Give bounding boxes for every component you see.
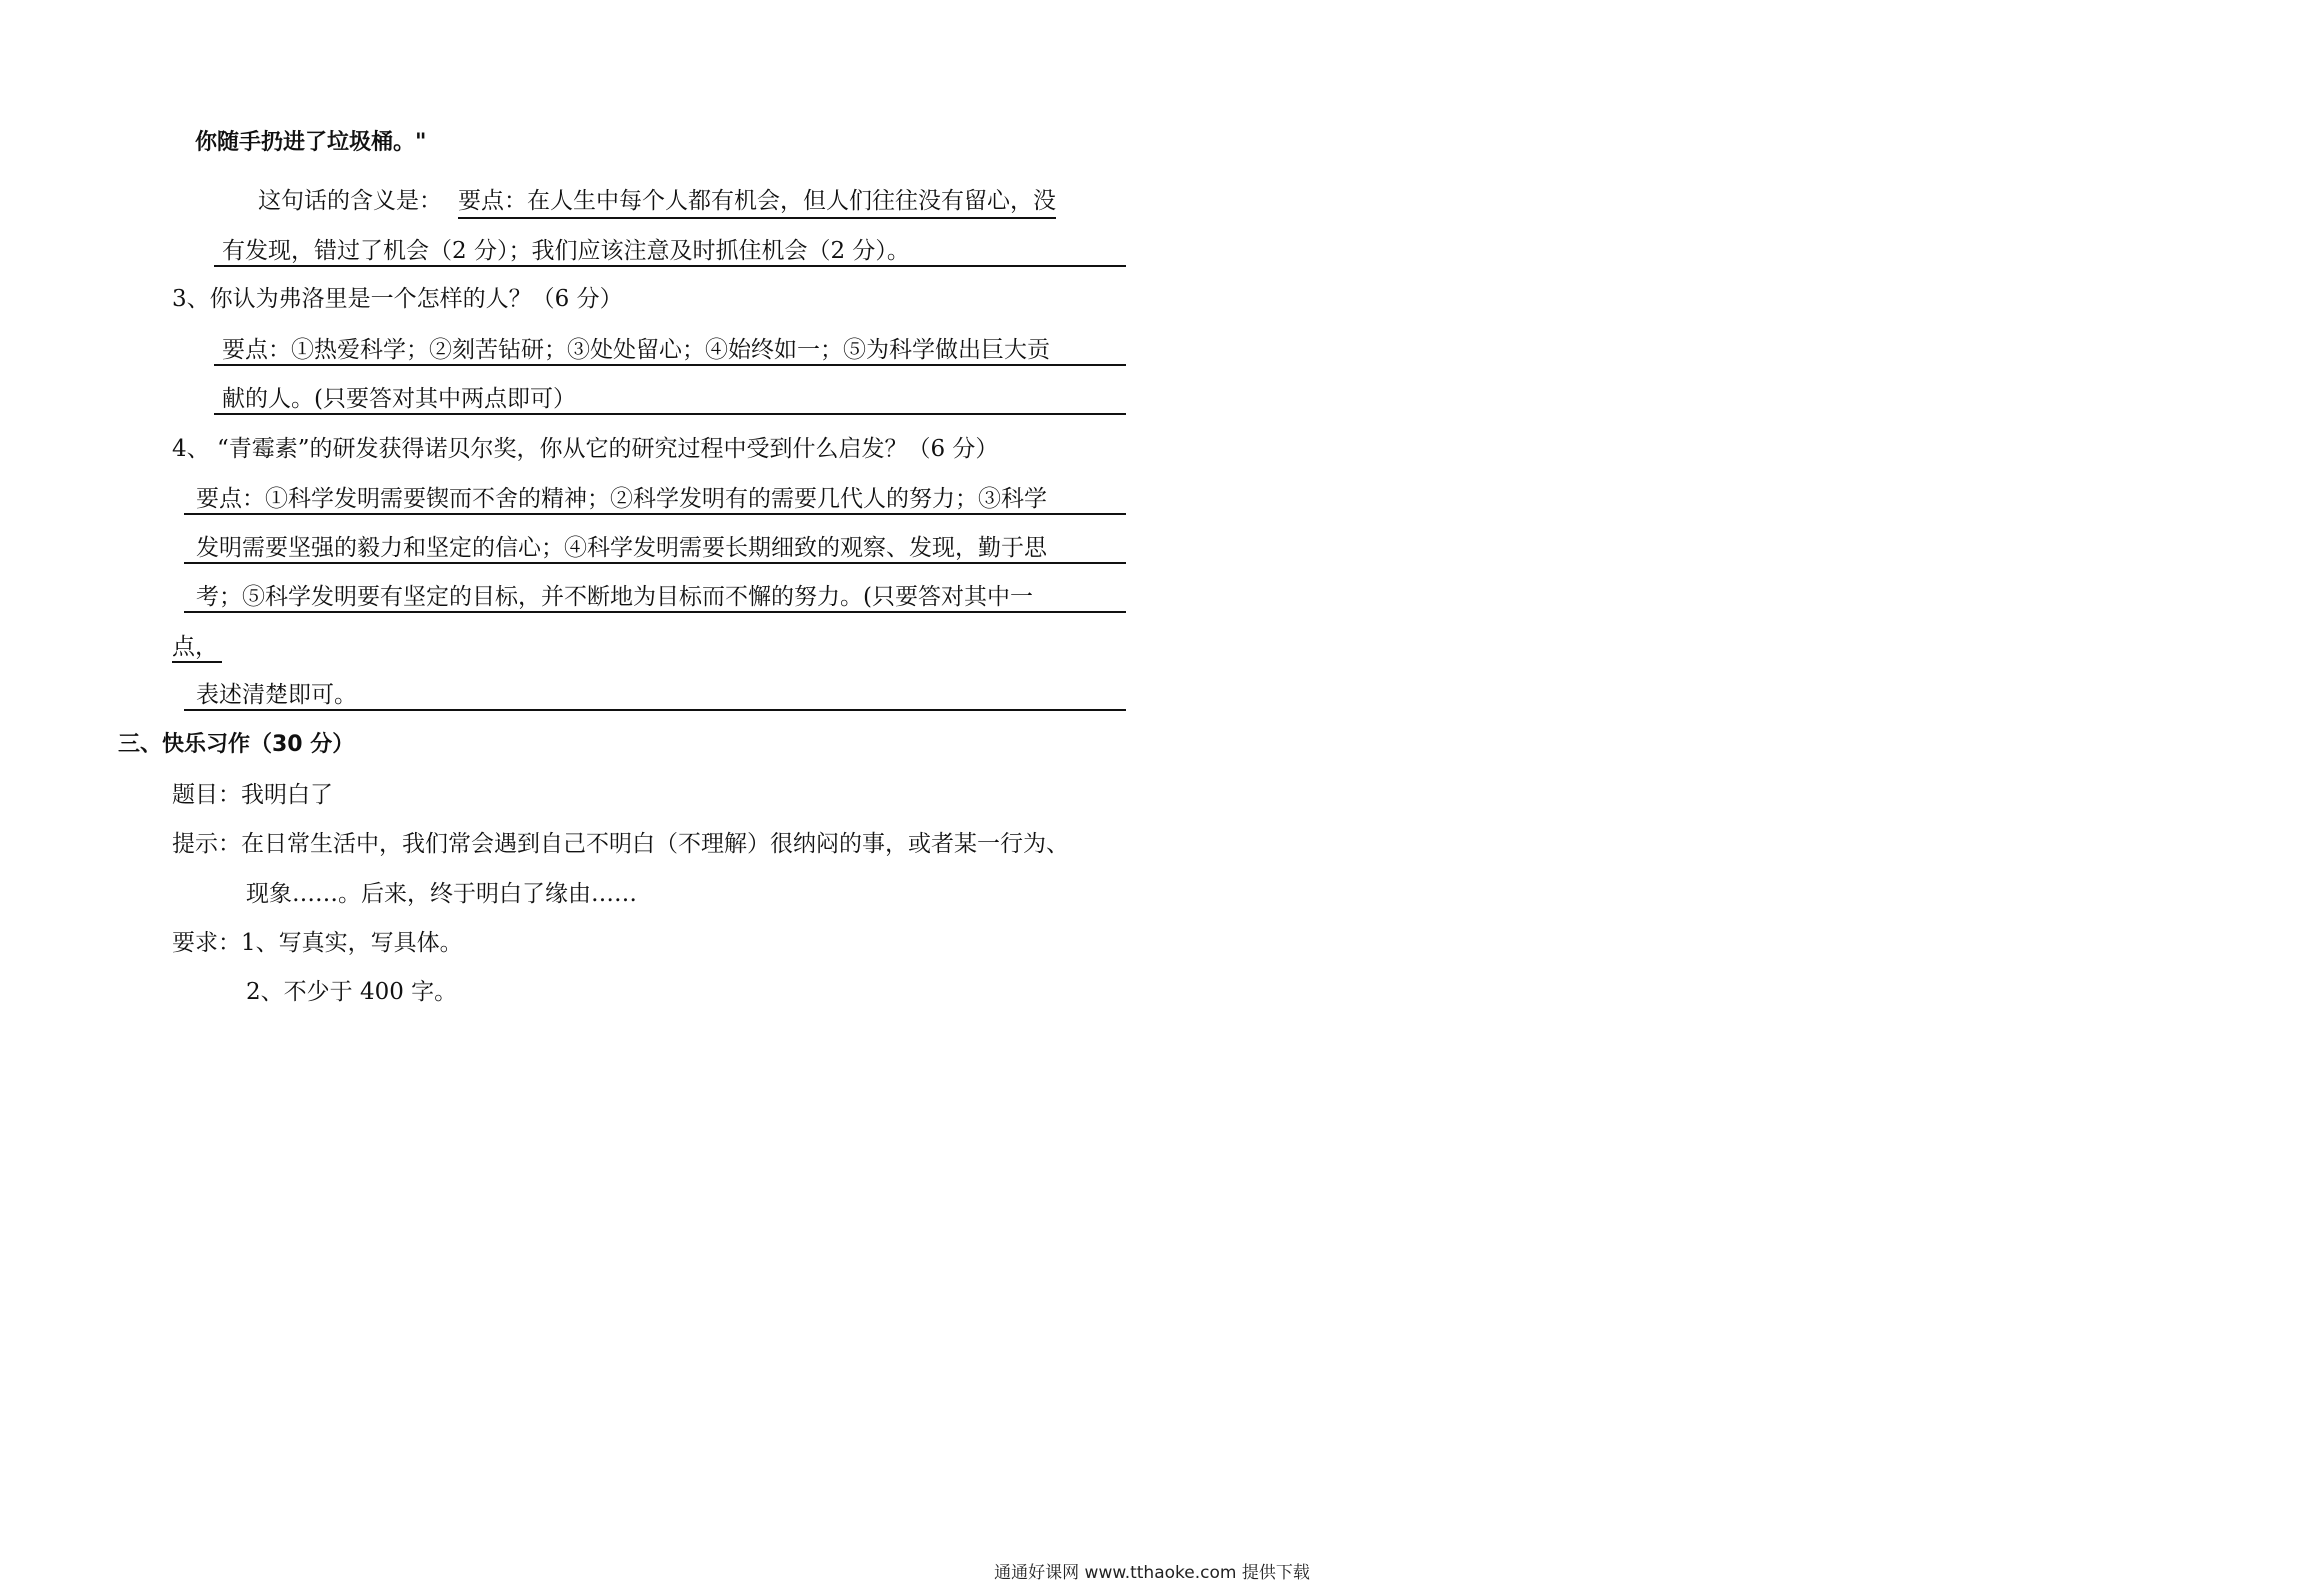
quote-tail: 你随手扔进了垃圾桶。" — [195, 130, 427, 155]
q3-answer-rule-1 — [214, 364, 1126, 366]
q4-answer-line-4: 点， — [172, 634, 218, 660]
page-footer: 通通好课网 www.tthaoke.com 提供下载 — [994, 1563, 1310, 1583]
q2-answer-line-1: 要点：在人生中每个人都有机会，但人们往往没有留心，没 — [458, 186, 1056, 219]
essay-hint-line-2: 现象……。后来，终于明白了缘由…… — [246, 881, 637, 907]
q3-answer-line-1: 要点：①热爱科学；②刻苦钻研；③处处留心；④始终如一；⑤为科学做出巨大贡 — [222, 337, 1050, 363]
q3-question: 3、你认为弗洛里是一个怎样的人？（6 分） — [172, 286, 623, 312]
q3-answer-rule-2 — [214, 413, 1126, 415]
q3-answer-line-2: 献的人。(只要答对其中两点即可） — [222, 386, 576, 412]
q2-prefix: 这句话的含义是： — [258, 188, 442, 214]
q4-answer-rule-2 — [184, 562, 1126, 564]
q4-answer-line-3: 考；⑤科学发明要有坚定的目标，并不断地为目标而不懈的努力。(只要答对其中一 — [196, 584, 1033, 610]
q2-answer-line-2: 有发现，错过了机会（2 分）；我们应该注意及时抓住机会（2 分）。 — [222, 238, 910, 264]
q4-answer-line-1: 要点：①科学发明需要锲而不舍的精神；②科学发明有的需要几代人的努力；③科学 — [196, 486, 1047, 512]
q4-answer-line-2: 发明需要坚强的毅力和坚定的信心；④科学发明需要长期细致的观察、发现，勤于思 — [196, 535, 1047, 561]
section3-heading: 三、快乐习作（30 分） — [118, 732, 355, 757]
q4-answer-line-5: 表述清楚即可。 — [196, 682, 357, 708]
q2-answer-rule — [214, 265, 1126, 267]
q4-answer-rule-3 — [184, 611, 1126, 613]
q4-answer-rule-1 — [184, 513, 1126, 515]
q4-question: 4、 “青霉素”的研发获得诺贝尔奖，你从它的研究过程中受到什么启发？（6 分） — [172, 436, 999, 462]
q4-answer-rule-5 — [184, 709, 1126, 711]
essay-hint-line-1: 提示：在日常生活中，我们常会遇到自己不明白（不理解）很纳闷的事，或者某一行为、 — [172, 831, 1069, 857]
q4-answer-rule-4 — [172, 661, 222, 663]
essay-requirement-1: 要求：1、写真实，写具体。 — [172, 930, 463, 956]
essay-title: 题目：我明白了 — [172, 782, 333, 808]
essay-requirement-2: 2、不少于 400 字。 — [246, 979, 458, 1005]
